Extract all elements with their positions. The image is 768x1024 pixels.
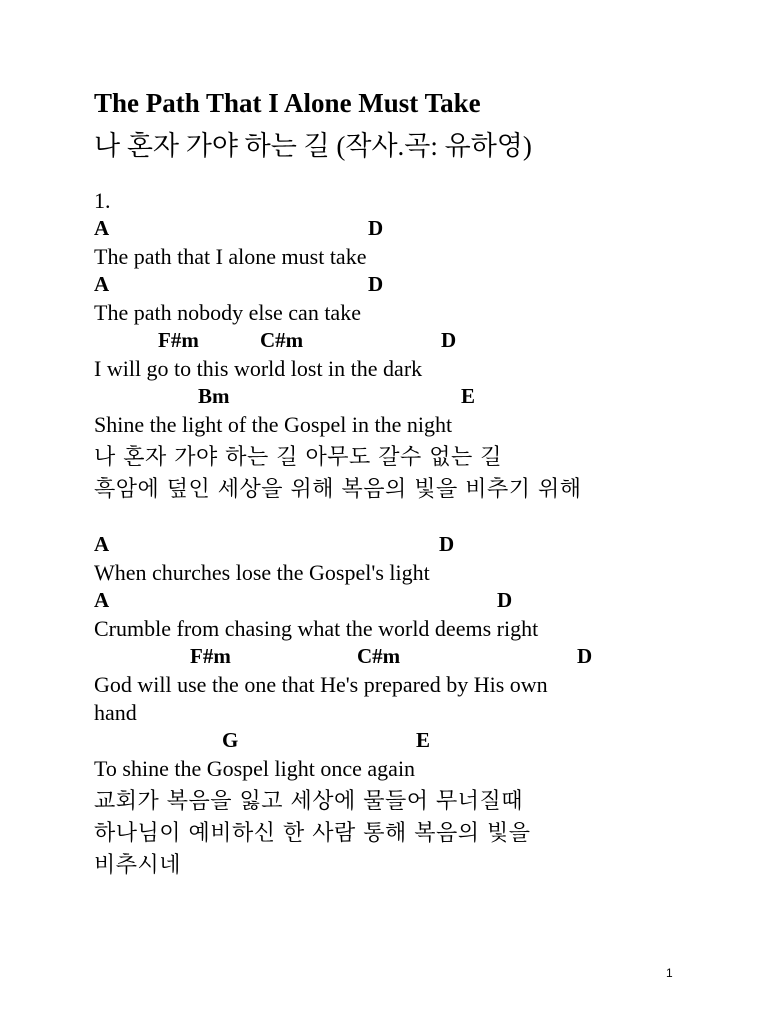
chord-line [0,328,768,354]
chord: E [461,384,476,408]
korean-lyric-line: 하나님이 예비하신 한 사람 통해 복음의 빛을 [94,821,531,846]
korean-lyric-line: 비추시네 [94,853,182,878]
verse-number: 1. [94,188,111,213]
chord-line [0,272,768,298]
lyric-line: When churches lose the Gospel's light [94,560,430,585]
chord-line [0,644,768,670]
lyric-line: To shine the Gospel light once again [94,756,416,781]
chord: D [577,644,593,668]
chord: D [497,588,513,612]
chord: C#m [260,328,304,352]
chord: D [368,216,384,240]
song-title-english: The Path That I Alone Must Take [94,88,481,118]
chord: C#m [357,644,401,668]
page-number: 1 [666,966,673,980]
song-title-korean: 나 혼자 가야 하는 길 (작사.곡: 유하영) [94,131,532,161]
chord: F#m [158,328,199,352]
lyric-line: hand [94,700,137,725]
chord: A [94,216,110,240]
chord: A [94,272,110,296]
chord: A [94,588,110,612]
lyric-line: God will use the one that He's prepared by His own [94,672,548,697]
chord-line [0,384,768,410]
lyric-line: The path that I alone must take [94,244,367,269]
chord-line [0,216,768,242]
chord: D [439,532,455,556]
lyric-line: I will go to this world lost in the dark [94,356,423,381]
chord: D [368,272,384,296]
chord: Bm [198,384,230,408]
lyric-line: Shine the light of the Gospel in the night [94,412,453,437]
chord: D [441,328,457,352]
chord: E [416,728,431,752]
chord: G [222,728,239,752]
chord-line [0,588,768,614]
chord: F#m [190,644,231,668]
chord-line [0,728,768,754]
korean-lyric-line: 교회가 복음을 잃고 세상에 물들어 무너질때 [94,789,524,814]
chord: A [94,532,110,556]
chord-line [0,532,768,558]
lyric-line: Crumble from chasing what the world deems right [94,616,539,641]
lyric-line: The path nobody else can take [94,300,361,325]
korean-lyric-line: 흑암에 덮인 세상을 위해 복음의 빛을 비추기 위해 [94,477,582,502]
korean-lyric-line: 나 혼자 가야 하는 길 아무도 갈수 없는 길 [94,445,502,470]
